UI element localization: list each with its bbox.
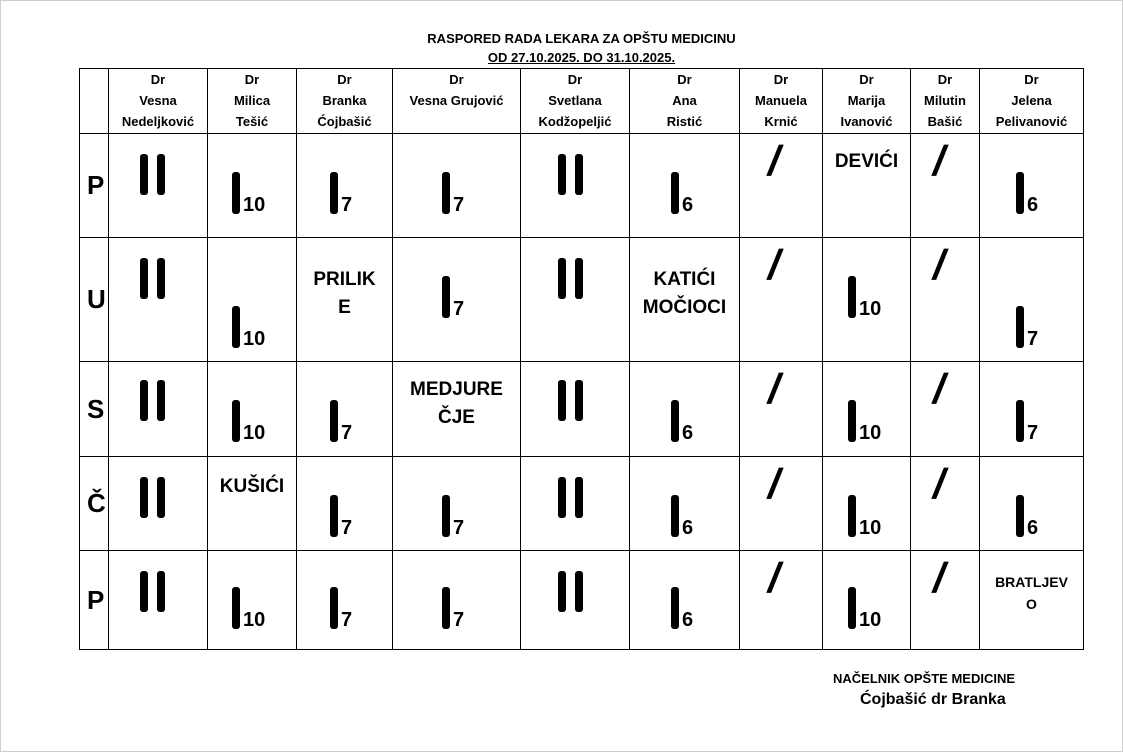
shift-bar (1016, 306, 1024, 348)
schedule-cell (911, 238, 980, 362)
schedule-cell (297, 457, 393, 551)
schedule-cell (980, 457, 1084, 551)
schedule-cell (521, 238, 630, 362)
schedule-cell (208, 362, 297, 457)
shift-number: 10 (859, 609, 882, 631)
shift-bar (140, 258, 148, 299)
shift-number: 6 (682, 609, 694, 631)
shift-bar (575, 477, 583, 518)
day-label (80, 238, 109, 362)
schedule-cell (109, 551, 208, 650)
doctor-name-line: Marija (847, 93, 886, 108)
shift-number: 7 (341, 194, 353, 216)
doctor-name-line: Dr (773, 72, 789, 87)
day-letter: Č (87, 488, 106, 518)
location-line: MEDJURE (410, 379, 503, 400)
schedule-table (79, 68, 1084, 650)
shift-number: 10 (859, 517, 882, 539)
schedule-cell (208, 457, 297, 551)
schedule-cell (521, 134, 630, 238)
shift-bar (140, 477, 148, 518)
shift-number: 6 (682, 422, 694, 444)
shift-number: 10 (859, 422, 882, 444)
schedule-cell (911, 551, 980, 650)
doctor-name-line: Ana (672, 93, 697, 108)
schedule-cell (521, 551, 630, 650)
schedule-cell (980, 238, 1084, 362)
shift-bar (140, 571, 148, 612)
shift-bar (1016, 400, 1024, 442)
second-shift-mark (558, 477, 586, 518)
location-note (980, 571, 1083, 615)
shift-bar (848, 276, 856, 318)
day-row (80, 457, 1084, 551)
doctor-name-line: Krnić (764, 114, 798, 129)
shift-bar (157, 571, 165, 612)
shift-bar (575, 571, 583, 612)
location-line: PRILIK (313, 269, 376, 290)
off-mark: / (929, 137, 951, 184)
schedule-cell (109, 362, 208, 457)
location-note (208, 473, 296, 501)
doctor-name-line: Ćojbašić (317, 114, 372, 129)
schedule-cell (630, 551, 740, 650)
schedule-cell (911, 457, 980, 551)
day-label (80, 457, 109, 551)
schedule-cell (823, 134, 911, 238)
off-mark: / (929, 554, 951, 601)
shift-bar (558, 571, 566, 612)
schedule-cell (823, 457, 911, 551)
second-shift-mark (140, 380, 168, 421)
schedule-cell (740, 134, 823, 238)
second-shift-mark (558, 258, 586, 299)
shift-bar (558, 380, 566, 421)
doctor-name-line: Vesna Grujović (409, 93, 504, 108)
doctor-header (911, 69, 980, 134)
schedule-cell (393, 457, 521, 551)
shift-bar (442, 276, 450, 318)
schedule-cell (980, 551, 1084, 650)
off-mark: / (929, 241, 951, 288)
location-line: O (1026, 596, 1037, 612)
doctor-header (740, 69, 823, 134)
shift-number: 7 (341, 609, 353, 631)
day-row (80, 134, 1084, 238)
doctor-name-line: Dr (1024, 72, 1039, 87)
schedule-cell (393, 238, 521, 362)
doctor-header (297, 69, 393, 134)
second-shift-mark (140, 154, 168, 195)
shift-number: 6 (682, 194, 694, 216)
doctor-name-line: Ivanović (840, 114, 893, 129)
schedule-cell (630, 238, 740, 362)
schedule-cell (740, 362, 823, 457)
shift-bar (442, 172, 450, 214)
doctor-name-line: Dr (937, 72, 953, 87)
schedule-cell (740, 457, 823, 551)
schedule-cell (109, 238, 208, 362)
location-line: MOČIOCI (642, 297, 727, 318)
schedule-cell (208, 551, 297, 650)
shift-bar (848, 587, 856, 629)
off-mark: / (764, 365, 786, 412)
location-note (297, 266, 392, 322)
shift-number: 7 (453, 517, 465, 539)
schedule-cell (630, 134, 740, 238)
doctor-header (393, 69, 521, 134)
shift-number: 7 (453, 298, 465, 320)
doctor-name-line: Pelivanović (995, 114, 1068, 129)
doctor-name-line: Vesna (139, 93, 177, 108)
location-line: DEVIĆI (834, 151, 899, 172)
doctor-name-line: Jelena (1011, 93, 1052, 108)
shift-bar (575, 258, 583, 299)
shift-bar (232, 306, 240, 348)
day-row (80, 551, 1084, 650)
schedule-cell (297, 551, 393, 650)
day-row (80, 238, 1084, 362)
schedule-cell (521, 457, 630, 551)
doctor-name-line: Manuela (754, 93, 807, 108)
doctor-name-line: Dr (150, 72, 166, 87)
location-line: E (338, 297, 351, 318)
shift-bar (157, 380, 165, 421)
shift-bar (140, 380, 148, 421)
shift-bar (157, 258, 165, 299)
off-mark: / (929, 460, 951, 507)
signature-role: NAČELNIK OPŠTE MEDICINE (833, 671, 1016, 686)
off-mark: / (764, 241, 786, 288)
schedule-cell (297, 238, 393, 362)
schedule-cell (911, 362, 980, 457)
schedule-cell (740, 551, 823, 650)
shift-bar (232, 172, 240, 214)
shift-number: 10 (243, 422, 266, 444)
schedule-cell (109, 134, 208, 238)
schedule-cell (208, 134, 297, 238)
shift-number: 10 (859, 298, 882, 320)
schedule-cell (393, 134, 521, 238)
doctor-header (109, 69, 208, 134)
location-note (630, 266, 739, 322)
second-shift-mark (558, 154, 586, 195)
shift-bar (558, 258, 566, 299)
signature-name: Ćojbašić dr Branka (860, 691, 1006, 708)
shift-number: 6 (682, 517, 694, 539)
schedule-cell (208, 238, 297, 362)
schedule-cell (823, 238, 911, 362)
shift-number: 7 (1027, 328, 1039, 350)
doctor-name-line: Ristić (666, 114, 703, 129)
schedule-cell (911, 134, 980, 238)
doctor-header (208, 69, 297, 134)
second-shift-mark (558, 571, 586, 612)
shift-bar (575, 380, 583, 421)
day-label (80, 551, 109, 650)
date-range: OD 27.10.2025. DO 31.10.2025. (487, 50, 676, 65)
shift-number: 7 (453, 194, 465, 216)
shift-number: 7 (341, 517, 353, 539)
shift-bar (848, 495, 856, 537)
doctor-name-line: Dr (859, 72, 874, 87)
schedule-cell (297, 134, 393, 238)
schedule-cell (980, 134, 1084, 238)
shift-bar (442, 587, 450, 629)
day-letter: P (87, 584, 105, 615)
corner-cell (80, 69, 109, 134)
shift-bar (671, 400, 679, 442)
day-label (80, 134, 109, 238)
schedule-cell (823, 551, 911, 650)
schedule-cell (980, 362, 1084, 457)
doctor-name-line: Tešić (235, 114, 269, 129)
shift-number: 10 (243, 328, 266, 350)
shift-bar (157, 154, 165, 195)
doctor-name-line: Kodžopeljić (538, 114, 612, 129)
shift-number: 6 (1027, 517, 1039, 539)
header-row (80, 69, 1084, 134)
shift-bar (140, 154, 148, 195)
off-mark: / (764, 554, 786, 601)
location-line: ČJE (438, 407, 475, 428)
shift-bar (575, 154, 583, 195)
day-letter: P (87, 170, 105, 200)
shift-bar (330, 172, 338, 214)
shift-bar (442, 495, 450, 537)
shift-number: 10 (243, 609, 266, 631)
shift-number: 6 (1027, 194, 1039, 216)
doctor-header (980, 69, 1084, 134)
doctor-name-line: Milica (233, 93, 271, 108)
document-title: RASPORED RADA LEKARA ZA OPŠTU MEDICINU (427, 31, 736, 46)
doctor-header (521, 69, 630, 134)
location-note (823, 148, 910, 176)
schedule-cell (823, 362, 911, 457)
second-shift-mark (140, 571, 168, 612)
doctor-name-line: Milutin (924, 93, 966, 108)
second-shift-mark (140, 477, 168, 518)
shift-bar (1016, 495, 1024, 537)
shift-bar (330, 495, 338, 537)
doctor-name-line: Dr (244, 72, 260, 87)
shift-bar (232, 587, 240, 629)
doctor-name-line: Dr (337, 72, 352, 87)
shift-bar (157, 477, 165, 518)
schedule-cell (393, 362, 521, 457)
location-line: KATIĆI (653, 269, 716, 290)
location-line: KUŠIĆI (219, 476, 285, 497)
doctor-header (823, 69, 911, 134)
schedule-cell (393, 551, 521, 650)
second-shift-mark (140, 258, 168, 299)
second-shift-mark (558, 380, 586, 421)
day-row (80, 362, 1084, 457)
shift-bar (330, 400, 338, 442)
doctor-name-line: Dr (677, 72, 692, 87)
doctor-name-line: Svetlana (548, 93, 602, 108)
shift-bar (848, 400, 856, 442)
shift-bar (330, 587, 338, 629)
day-label (80, 362, 109, 457)
shift-number: 7 (453, 609, 465, 631)
shift-bar (1016, 172, 1024, 214)
doctor-header (630, 69, 740, 134)
location-note (393, 376, 520, 432)
shift-bar (671, 172, 679, 214)
schedule-cell (630, 457, 740, 551)
day-letter: U (87, 284, 106, 314)
off-mark: / (764, 460, 786, 507)
shift-bar (671, 495, 679, 537)
shift-bar (558, 477, 566, 518)
doctor-name-line: Branka (322, 93, 367, 108)
doctor-name-line: Dr (567, 72, 583, 87)
shift-number: 7 (1027, 422, 1039, 444)
shift-bar (232, 400, 240, 442)
schedule-cell (521, 362, 630, 457)
off-mark: / (929, 365, 951, 412)
shift-bar (558, 154, 566, 195)
shift-bar (671, 587, 679, 629)
schedule-cell (109, 457, 208, 551)
doctor-name-line: Nedeljković (121, 114, 195, 129)
schedule-cell (297, 362, 393, 457)
shift-number: 7 (341, 422, 353, 444)
off-mark: / (764, 137, 786, 184)
schedule-cell (740, 238, 823, 362)
shift-number: 10 (243, 194, 266, 216)
doctor-name-line: Dr (449, 72, 464, 87)
day-letter: S (87, 393, 105, 424)
schedule-cell (630, 362, 740, 457)
doctor-name-line: Bašić (927, 114, 963, 129)
location-line: BRATLJEV (995, 574, 1068, 590)
